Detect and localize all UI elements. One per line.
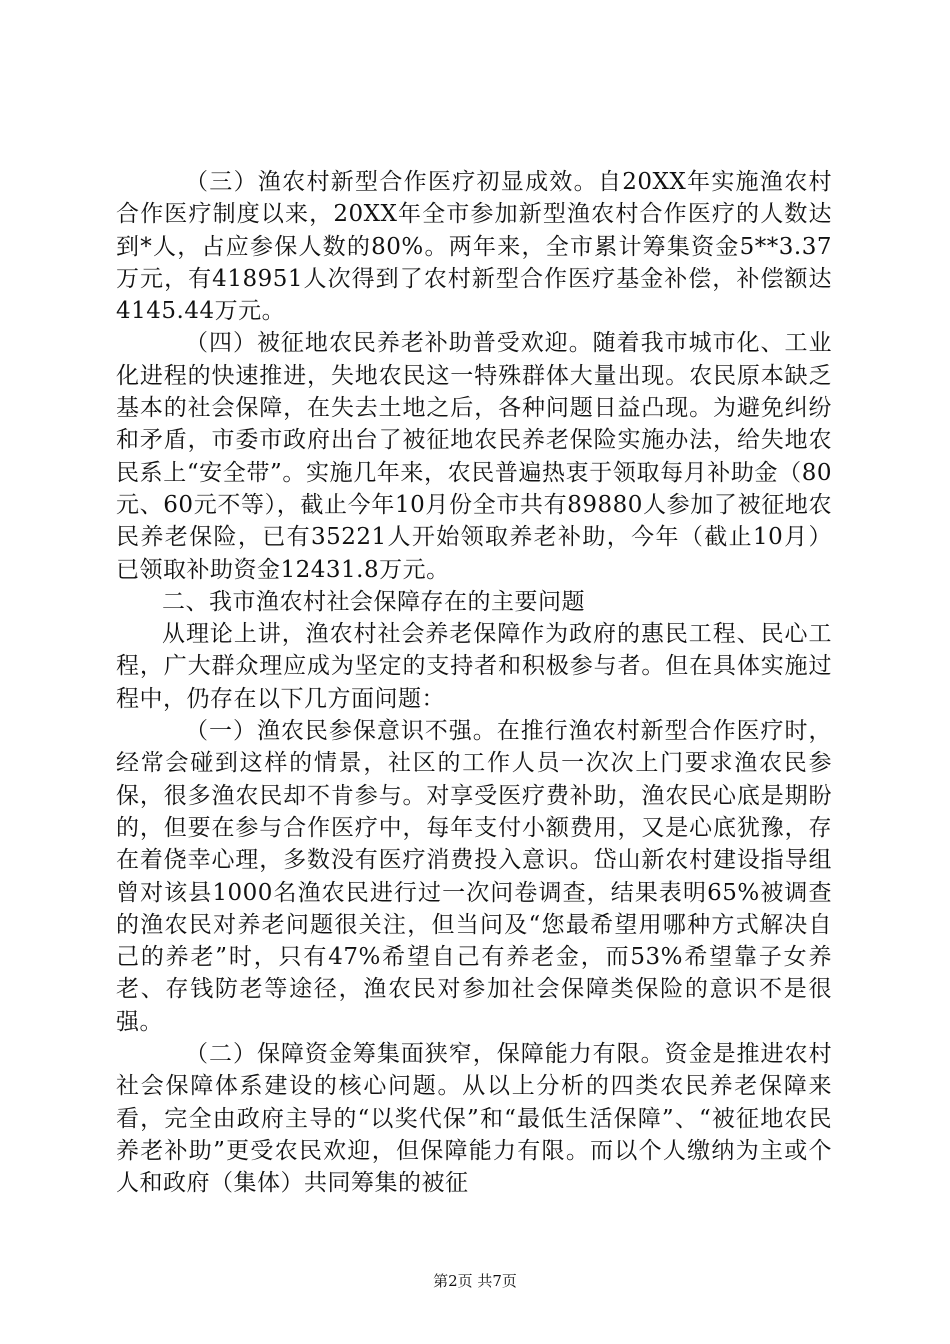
paragraph-awareness-problem: （一）渔农民参保意识不强。在推行渔农村新型合作医疗时，经常会碰到这样的情景，社区的工作人员一次次上门要求渔农民参保，很多渔农民却不肯参与。对享受医疗费补助，渔农民心底是期盼的，但要在参与合作医疗中，每年支付小额费用，又是心底犹豫，存在着侥幸心理，多数没有医疗消费投入意识。岱山新农村建设指导组曾对该县1000名渔农民进行过一次问卷调查，结果表明65%被调查的渔农民对养老问题很关注，但当问及“您最希望用哪种方式解决自己的养老”时，只有47%希望自己有养老金，而53%希望靠子女养老、存钱防老等途径，渔农民对参加社会保障类保险的意识不是很强。 xyxy=(116,718,832,1035)
page-number-footer: 第2页 共7页 xyxy=(433,1272,517,1290)
section-heading-main-problems: 二、我市渔农村社会保障存在的主要问题 xyxy=(162,588,585,615)
paragraph-funding-problem: （二）保障资金筹集面狭窄，保障能力有限。资金是推进农村社会保障体系建设的核心问题。从以上分析的四类农民养老保障来看，完全由政府主导的“以奖代保”和“最低生活保障”、“被征地农民养老补助”更受农民欢迎，但保障能力有限。而以个人缴纳为主或个人和政府（集体）共同筹集的被征 xyxy=(116,1041,832,1197)
document-body xyxy=(116,166,832,1200)
paragraph-cooperative-medical: （三）渔农村新型合作医疗初显成效。自20XX年实施渔农村合作医疗制度以来，20XX年全市参加新型渔农村合作医疗的人数达到*人，占应参保人数的80%。两年来，全市累计筹集资金5**3.37万元，有418951人次得到了农村新型合作医疗基金补偿，补偿额达4145.44万元。 xyxy=(116,169,832,325)
paragraph-land-pension: （四）被征地农民养老补助普受欢迎。随着我市城市化、工业化进程的快速推进，失地农民这一特殊群体大量出现。农民原本缺乏基本的社会保障，在失去土地之后，各种问题日益凸现。为避免纠纷和矛盾，市委市政府出台了被征地农民养老保险实施办法，给失地农民系上“安全带”。实施几年来，农民普遍热衷于领取每月补助金（80元、60元不等），截止今年10月份全市共有89880人参加了被征地农民养老保险，已有35221人开始领取养老补助，今年（截止10月）已领取补助资金12431.8万元。 xyxy=(116,330,832,583)
paragraph-theory-intro: 从理论上讲，渔农村社会养老保障作为政府的惠民工程、民心工程，广大群众理应成为坚定的支持者和积极参与者。但在具体实施过程中，仍存在以下几方面问题： xyxy=(116,621,832,712)
